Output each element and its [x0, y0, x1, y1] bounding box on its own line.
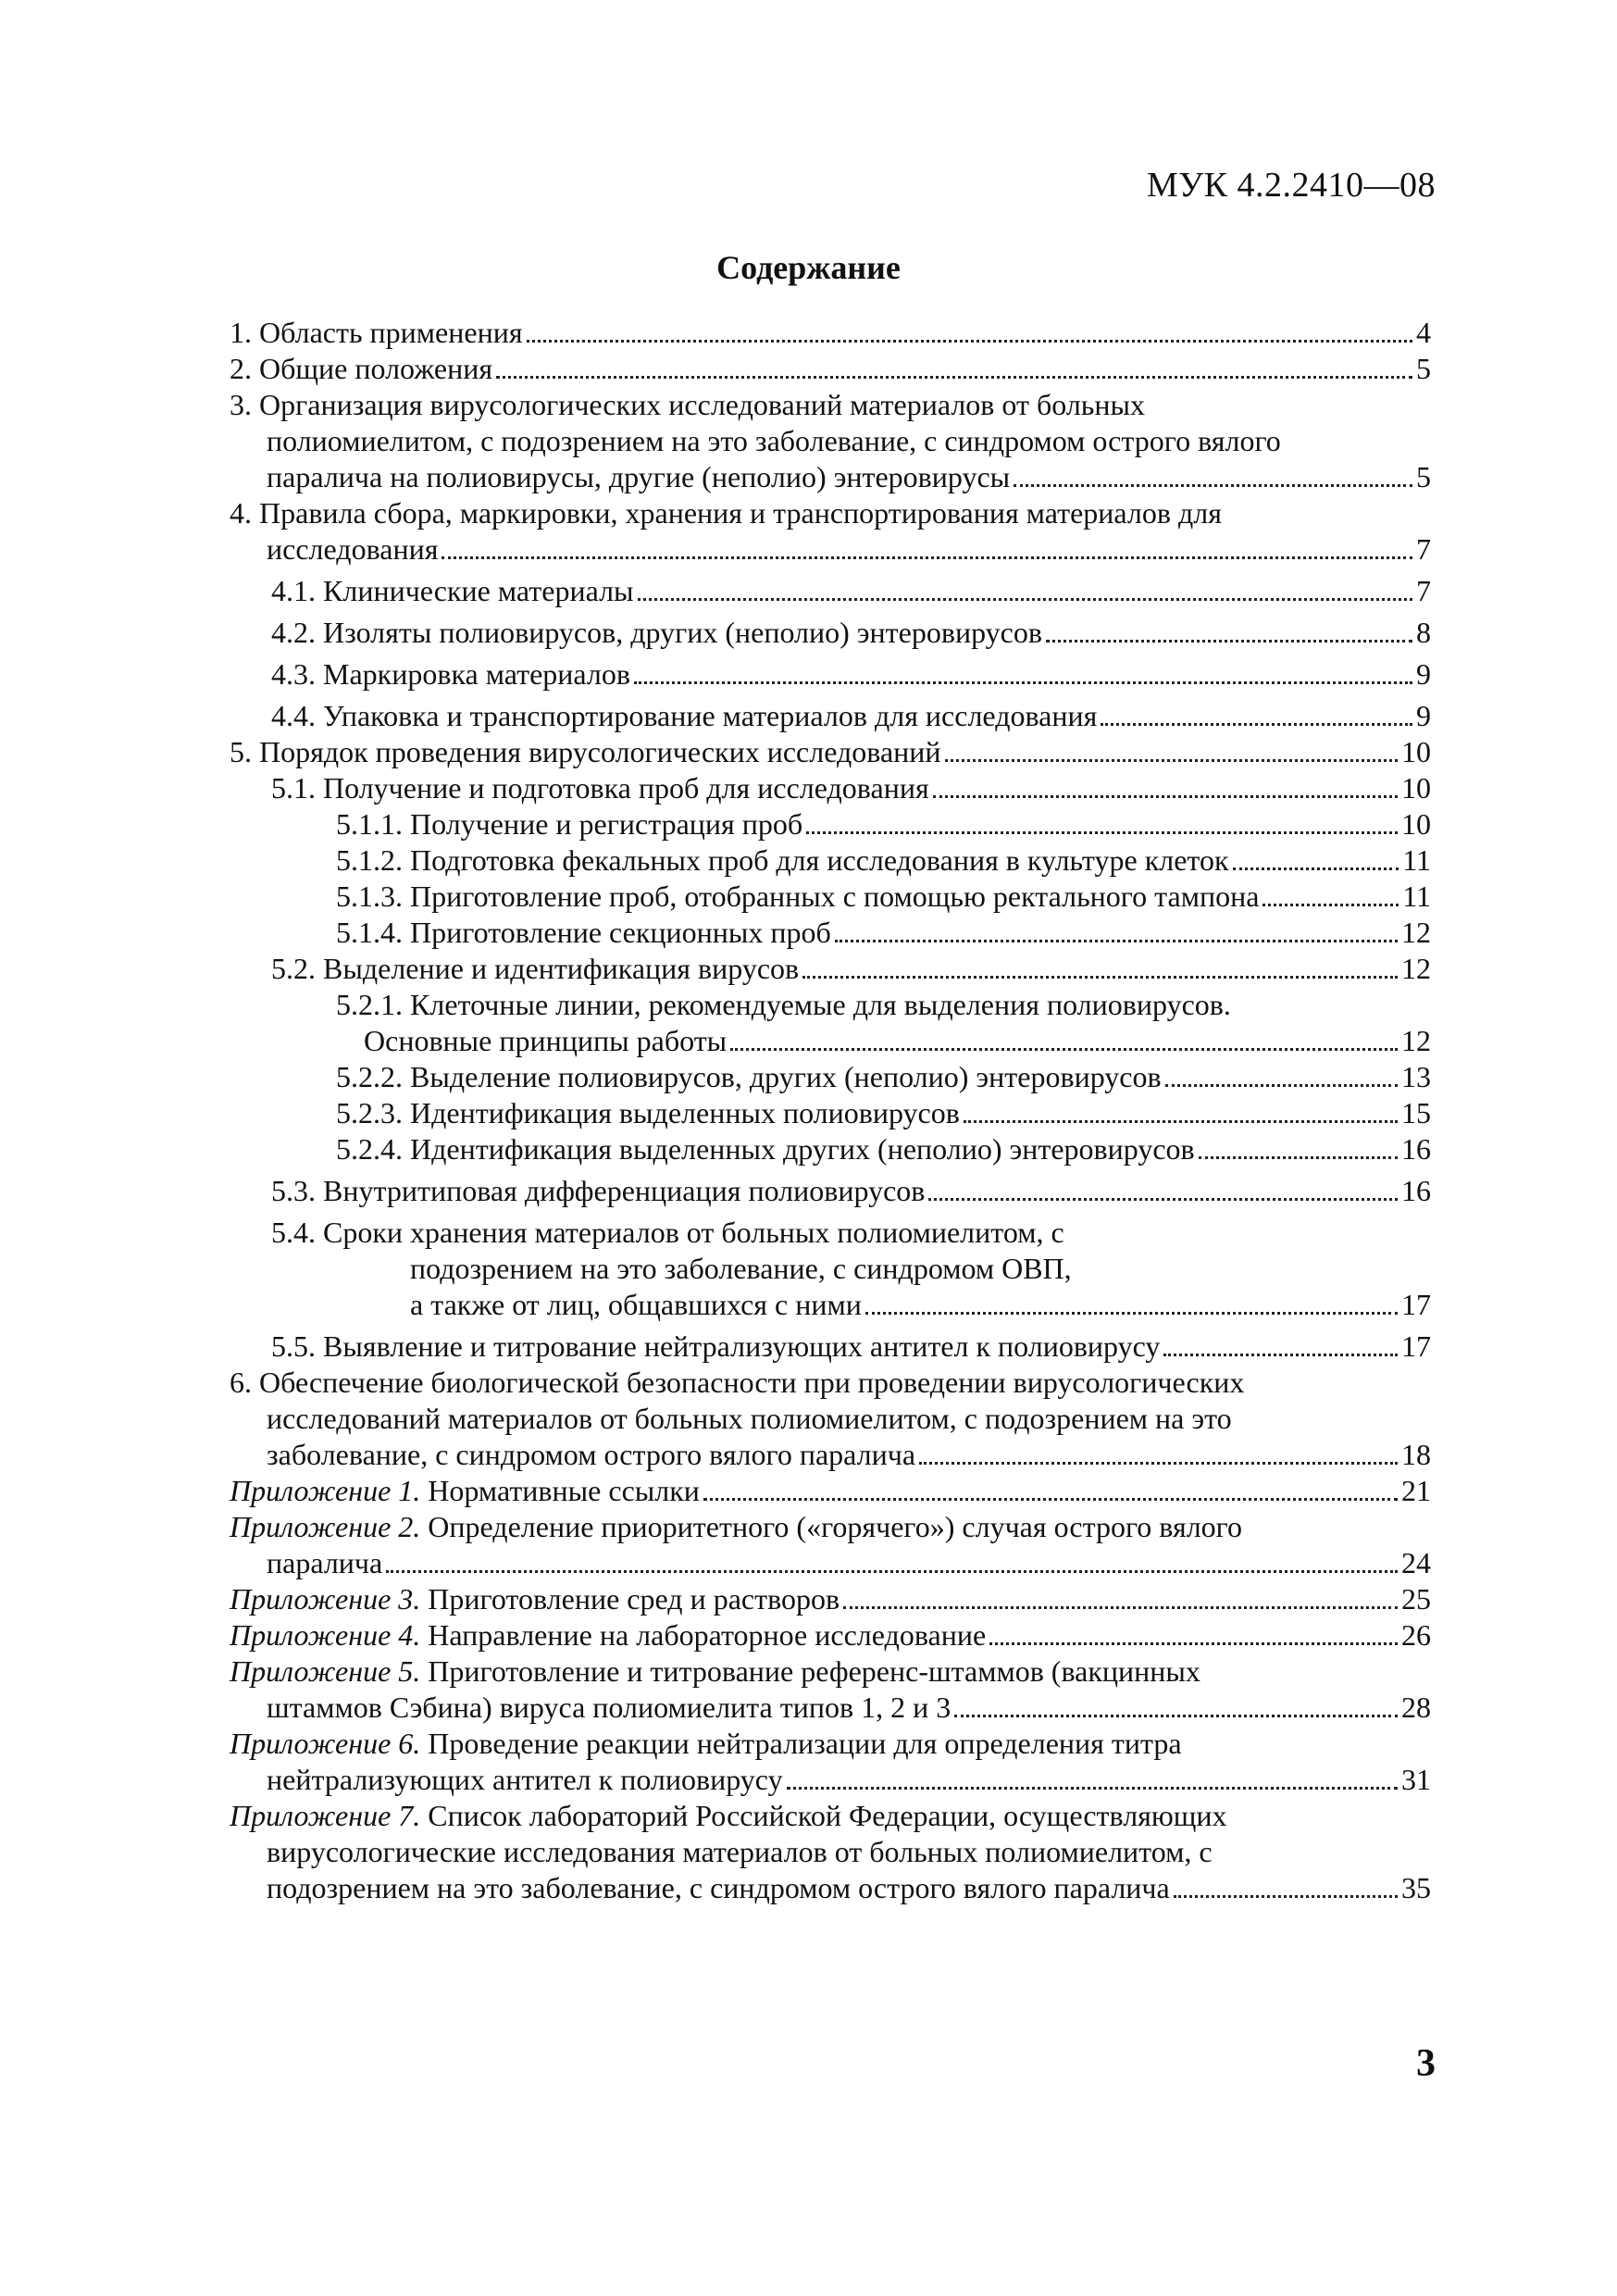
toc-page-number: 12 — [1401, 952, 1431, 985]
toc-entry-text: 1. Область применения — [230, 316, 523, 349]
toc-page-number: 10 — [1401, 807, 1431, 841]
toc-entry-5-2-3[interactable] — [230, 1095, 1431, 1131]
dot-leader — [954, 1715, 1398, 1717]
toc-page-number: 21 — [1401, 1474, 1431, 1507]
table-of-contents — [230, 315, 1431, 1906]
toc-entry-text: 5.2. Выделение и идентификация вирусов — [271, 952, 800, 985]
toc-entry-text: Список лабораторий Российской Федерации, осуществляющих — [428, 1799, 1227, 1832]
toc-page-number: 16 — [1401, 1132, 1431, 1166]
toc-entry-1[interactable] — [230, 315, 1431, 351]
toc-page-number: 28 — [1401, 1691, 1431, 1724]
toc-entry-5-2-4[interactable] — [230, 1131, 1431, 1167]
toc-page-number: 31 — [1401, 1763, 1431, 1796]
toc-entry-5[interactable] — [230, 734, 1431, 770]
toc-entry-text: 5.3. Внутритиповая дифференциация полиовирусов — [271, 1174, 926, 1207]
toc-page-number: 8 — [1416, 616, 1431, 649]
toc-entry-5-1-1[interactable] — [230, 806, 1431, 842]
toc-entry-4[interactable] — [230, 495, 1431, 568]
toc-page-number: 11 — [1402, 880, 1431, 913]
dot-leader — [634, 681, 1412, 684]
toc-page-number: 4 — [1416, 316, 1431, 349]
toc-page-number: 24 — [1401, 1546, 1431, 1579]
toc-entry-text: исследований материалов от больных полиомиелитом, с подозрением на это — [267, 1402, 1232, 1435]
toc-entry-5-4[interactable] — [230, 1215, 1431, 1323]
appendix-label: Приложение 5. — [230, 1654, 421, 1688]
toc-entry-text: 5.2.3. Идентификация выделенных полиовирусов — [336, 1096, 960, 1129]
dot-leader — [1046, 640, 1412, 643]
dot-leader — [802, 976, 1398, 979]
toc-entry-5-1[interactable] — [230, 770, 1431, 806]
toc-entry-text: а также от лиц, общавшихся с ними — [410, 1288, 862, 1321]
toc-entry-text: 5.2.4. Идентификация выделенных других (неполио) энтеровирусов — [336, 1132, 1195, 1166]
toc-entry-text: паралича — [267, 1546, 383, 1579]
dot-leader — [787, 1787, 1398, 1790]
dot-leader — [442, 556, 1412, 559]
dot-leader — [527, 340, 1412, 343]
toc-entry-5-1-4[interactable] — [230, 915, 1431, 951]
document-code: МУК 4.2.2410—08 — [1146, 166, 1436, 205]
toc-page-number: 7 — [1416, 574, 1431, 607]
dot-leader — [1101, 723, 1412, 726]
toc-entry-text: штаммов Сэбина) вируса полиомиелита типов 1, 2 и 3 — [267, 1691, 952, 1724]
toc-page-number: 17 — [1401, 1329, 1431, 1363]
toc-entry-text: 5.2.1. Клеточные линии, рекомендуемые для выделения полиовирусов. — [336, 988, 1231, 1021]
dot-leader — [730, 1048, 1398, 1051]
toc-entry-4-2[interactable] — [230, 615, 1431, 651]
toc-entry-5-3[interactable] — [230, 1173, 1431, 1209]
toc-appendix-3[interactable] — [230, 1581, 1431, 1617]
dot-leader — [806, 831, 1398, 834]
dot-leader — [989, 1642, 1398, 1645]
toc-page-number: 16 — [1401, 1174, 1431, 1207]
dot-leader — [843, 1606, 1398, 1609]
dot-leader — [835, 940, 1398, 942]
appendix-label: Приложение 7. — [230, 1799, 421, 1832]
toc-entry-text: 5.1.4. Приготовление секционных проб — [336, 916, 831, 949]
toc-entry-5-2[interactable] — [230, 951, 1431, 987]
page-title: Содержание — [716, 249, 901, 286]
toc-entry-text: 5.1.3. Приготовление проб, отобранных с помощью ректального тампона — [336, 880, 1260, 913]
toc-entry-text: 5.1.1. Получение и регистрация проб — [336, 807, 803, 841]
dot-leader — [865, 1312, 1398, 1315]
toc-entry-text: 5.2.2. Выделение полиовирусов, других (неполио) энтеровирусов — [336, 1060, 1162, 1093]
toc-entry-text: заболевание, с синдромом острого вялого паралича — [267, 1438, 916, 1471]
toc-entry-text: исследования — [267, 532, 439, 566]
toc-entry-4-4[interactable] — [230, 698, 1431, 734]
toc-entry-4-3[interactable] — [230, 656, 1431, 693]
toc-entry-text: 5.1.2. Подготовка фекальных проб для исследования в культуре клеток — [336, 843, 1229, 877]
toc-entry-text: 6. Обеспечение биологической безопасности при проведении вирусологических — [230, 1366, 1245, 1399]
dot-leader — [1174, 1895, 1398, 1898]
toc-entry-text: Приготовление и титрование референс-штаммов (вакцинных — [428, 1654, 1200, 1688]
appendix-label: Приложение 1. — [230, 1474, 421, 1507]
toc-page-number: 25 — [1401, 1582, 1431, 1616]
toc-entry-text: 4.2. Изоляты полиовирусов, других (неполио) энтеровирусов — [271, 616, 1042, 649]
toc-appendix-7[interactable] — [230, 1798, 1431, 1906]
toc-entry-text: 5. Порядок проведения вирусологических исследований — [230, 735, 941, 768]
toc-page-number: 9 — [1416, 699, 1431, 732]
toc-page-number: 11 — [1402, 843, 1431, 877]
appendix-label: Приложение 3. — [230, 1582, 421, 1616]
toc-entry-text: паралича на полиовирусы, другие (неполио) энтеровирусы — [267, 460, 1011, 493]
appendix-label: Приложение 4. — [230, 1618, 421, 1652]
toc-entry-text: подозрением на это заболевание, с синдромом острого вялого паралича — [267, 1871, 1170, 1904]
toc-entry-text: 3. Организация вирусологических исследований материалов от больных — [230, 388, 1145, 421]
toc-entry-2[interactable] — [230, 351, 1431, 387]
dot-leader — [703, 1498, 1398, 1501]
toc-entry-text: 4.3. Маркировка материалов — [271, 657, 630, 691]
toc-appendix-6[interactable] — [230, 1726, 1431, 1798]
toc-entry-5-2-1[interactable] — [230, 987, 1431, 1059]
toc-page-number: 10 — [1401, 771, 1431, 805]
toc-entry-text: 4. Правила сбора, маркировки, хранения и транспортирования материалов для — [230, 496, 1222, 530]
dot-leader — [386, 1570, 1398, 1573]
toc-page-number: 5 — [1416, 352, 1431, 385]
toc-entry-text: 5.1. Получение и подготовка проб для исследования — [271, 771, 929, 805]
dot-leader — [919, 1462, 1398, 1465]
toc-entry-text: подозрением на это заболевание, с синдромом ОВП, — [410, 1252, 1072, 1285]
dot-leader — [1199, 1156, 1398, 1159]
toc-page-number: 17 — [1401, 1288, 1431, 1321]
toc-entry-text: 4.1. Клинические материалы — [271, 574, 634, 607]
toc-page-number: 12 — [1401, 1024, 1431, 1057]
toc-entry-3[interactable] — [230, 387, 1431, 495]
toc-page-number: 26 — [1401, 1618, 1431, 1652]
toc-page-number: 9 — [1416, 657, 1431, 691]
toc-entry-text: 5.5. Выявление и титрование нейтрализующих антител к полиовирусу — [271, 1329, 1161, 1363]
toc-appendix-2[interactable] — [230, 1509, 1431, 1581]
dot-leader — [1165, 1084, 1398, 1087]
toc-entry-6[interactable] — [230, 1365, 1431, 1473]
toc-entry-5-1-2[interactable] — [230, 842, 1431, 879]
toc-entry-4-1[interactable] — [230, 573, 1431, 609]
toc-entry-5-2-2[interactable] — [230, 1059, 1431, 1095]
toc-entry-text: Основные принципы работы — [364, 1024, 728, 1057]
dot-leader — [933, 795, 1398, 798]
dot-leader — [928, 1198, 1398, 1201]
toc-entry-text: нейтрализующих антител к полиовирусу — [267, 1763, 783, 1796]
dot-leader — [945, 759, 1398, 762]
toc-entry-text: Проведение реакции нейтрализации для определения титра — [428, 1727, 1182, 1760]
toc-page-number: 7 — [1416, 532, 1431, 566]
toc-page-number: 5 — [1416, 460, 1431, 493]
toc-entry-5-5[interactable] — [230, 1329, 1431, 1365]
dot-leader — [1263, 904, 1399, 906]
toc-entry-text: Приготовление сред и растворов — [428, 1582, 840, 1616]
toc-page-number: 18 — [1401, 1438, 1431, 1471]
appendix-label: Приложение 2. — [230, 1510, 421, 1543]
toc-entry-text: Направление на лабораторное исследование — [428, 1618, 987, 1652]
toc-page-number: 10 — [1401, 735, 1431, 768]
toc-entry-text: полиомиелитом, с подозрением на это заболевание, с синдромом острого вялого — [267, 424, 1281, 457]
dot-leader — [1163, 1354, 1398, 1356]
toc-entry-5-1-3[interactable] — [230, 879, 1431, 915]
dot-leader — [496, 376, 1412, 379]
toc-entry-text: Нормативные ссылки — [428, 1474, 700, 1507]
toc-page-number: 13 — [1401, 1060, 1431, 1093]
toc-appendix-4[interactable] — [230, 1617, 1431, 1653]
toc-entry-text: вирусологические исследования материалов от больных полиомиелитом, с — [267, 1835, 1213, 1868]
toc-page-number: 15 — [1401, 1096, 1431, 1129]
toc-appendix-1[interactable] — [230, 1473, 1431, 1509]
toc-entry-text: 5.4. Сроки хранения материалов от больных полиомиелитом, с — [271, 1216, 1064, 1249]
toc-page-number: 35 — [1401, 1871, 1431, 1904]
toc-page-number: 12 — [1401, 916, 1431, 949]
toc-entry-text: Определение приоритетного («горячего») случая острого вялого — [428, 1510, 1242, 1543]
toc-entry-text: 4.4. Упаковка и транспортирование материалов для исследования — [271, 699, 1098, 732]
appendix-label: Приложение 6. — [230, 1727, 421, 1760]
dot-leader — [1014, 484, 1412, 487]
page-number: 3 — [1416, 2042, 1436, 2085]
dot-leader — [1233, 867, 1399, 870]
dot-leader — [638, 598, 1412, 601]
toc-appendix-5[interactable] — [230, 1653, 1431, 1726]
dot-leader — [964, 1120, 1398, 1123]
toc-entry-text: 2. Общие положения — [230, 352, 493, 385]
